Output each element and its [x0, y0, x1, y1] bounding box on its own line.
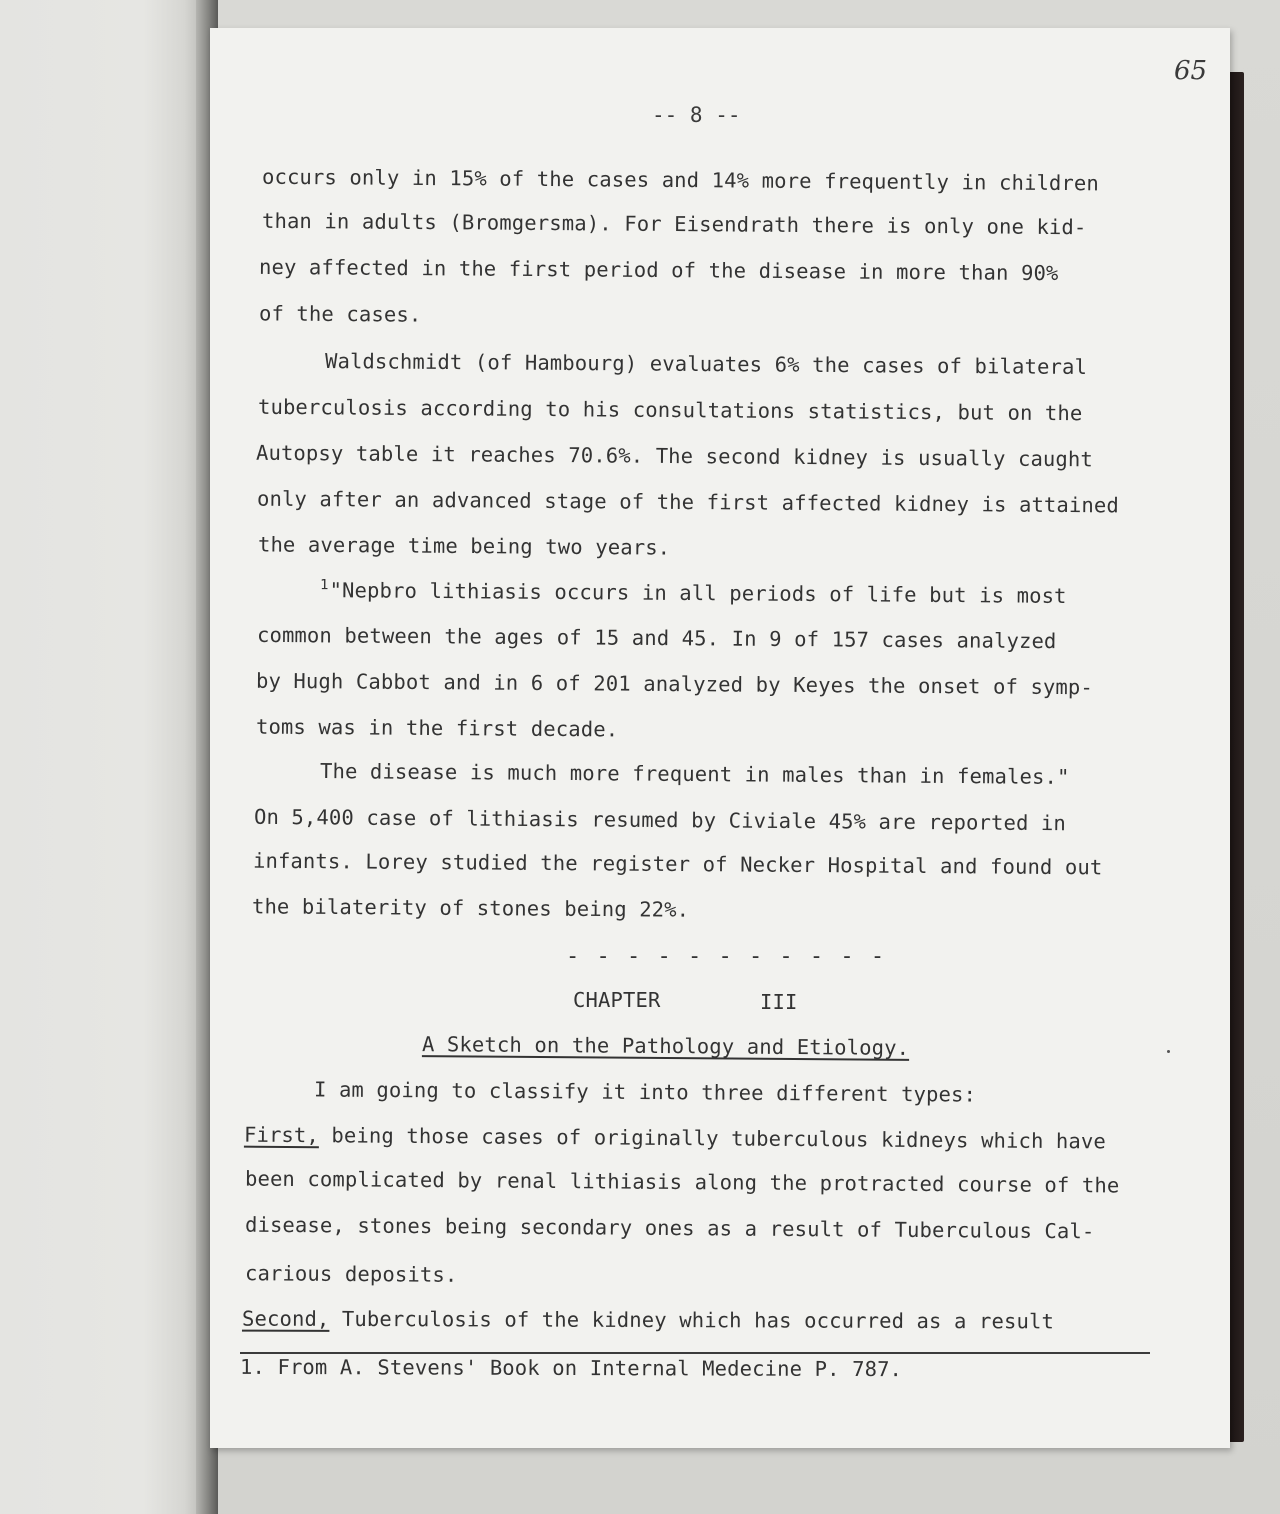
quote-text: "Nepbro lithiasis occurs in all periods of life but is most — [329, 578, 1067, 608]
body-line: the bilaterity of stones being 22%. — [251, 894, 690, 922]
ink-speck — [1167, 1050, 1170, 1053]
body-line: occurs only in 15% of the cases and 14% more frequently in children — [261, 164, 1100, 196]
body-line: On 5,400 case of lithiasis resumed by Civiale 45% are reported in — [253, 804, 1067, 836]
chapter-title: A Sketch on the Pathology and Etiology. — [421, 1032, 910, 1060]
chapter-number: III — [760, 990, 798, 1014]
chapter-label: CHAPTER — [573, 988, 661, 1012]
second-label: Second, — [241, 1306, 330, 1331]
folio-number: 65 — [1174, 56, 1208, 86]
first-label: First, — [243, 1122, 320, 1148]
body-line: ney affected in the first period of the disease in more than 90% — [258, 254, 1059, 286]
second-text: Tuberculosis of the kidney which has occurred as a result — [341, 1306, 1055, 1334]
left-page-ghost-text — [0, 0, 205, 1514]
body-line: of the cases. — [258, 301, 422, 327]
body-line: carious deposits. — [244, 1261, 458, 1287]
body-line: tuberculosis according to his consultations statistics, but on the — [257, 394, 1083, 426]
body-line: common between the ages of 15 and 45. In 9 of 157 cases analyzed — [256, 622, 1057, 654]
body-line: the average time being two years. — [257, 532, 671, 560]
second-line — [242, 1307, 1054, 1334]
body-line: only after an advanced stage of the first affected kidney is attained — [256, 486, 1120, 518]
body-line: Autopsy table it reaches 70.6%. The second kidney is usually caught — [255, 440, 1094, 472]
first-text: being those cases of originally tuberculous kidneys which have — [331, 1123, 1107, 1154]
body-line: toms was in the first decade. — [255, 714, 619, 742]
section-separator: - - - - - - - - - - - — [566, 944, 887, 969]
footnote-marker: 1 — [319, 577, 329, 594]
body-line: than in adults (Bromgersma). For Eisendrath there is only one kid- — [261, 208, 1087, 240]
page-number: -- 8 -- — [652, 103, 741, 127]
body-line: Waldschmidt (of Hambourg) evaluates 6% the cases of bilateral — [324, 349, 1088, 379]
body-line: The disease is much more frequent in males than in females." — [319, 759, 1070, 789]
body-line: by Hugh Cabbot and in 6 of 201 analyzed by Keyes the onset of symp- — [255, 668, 1094, 700]
footnote: 1. From A. Stevens' Book on Internal Medecine P. 787. — [239, 1354, 903, 1382]
body-line: infants. Lorey studied the register of Necker Hospital and found out — [252, 848, 1103, 880]
footnote-rule — [240, 1352, 1150, 1354]
body-line: been complicated by renal lithiasis along the protracted course of the — [244, 1166, 1120, 1198]
body-line: I am going to classify it into three different types: — [313, 1077, 977, 1107]
body-line: disease, stones being secondary ones as a result of Tuberculous Cal- — [244, 1212, 1095, 1244]
